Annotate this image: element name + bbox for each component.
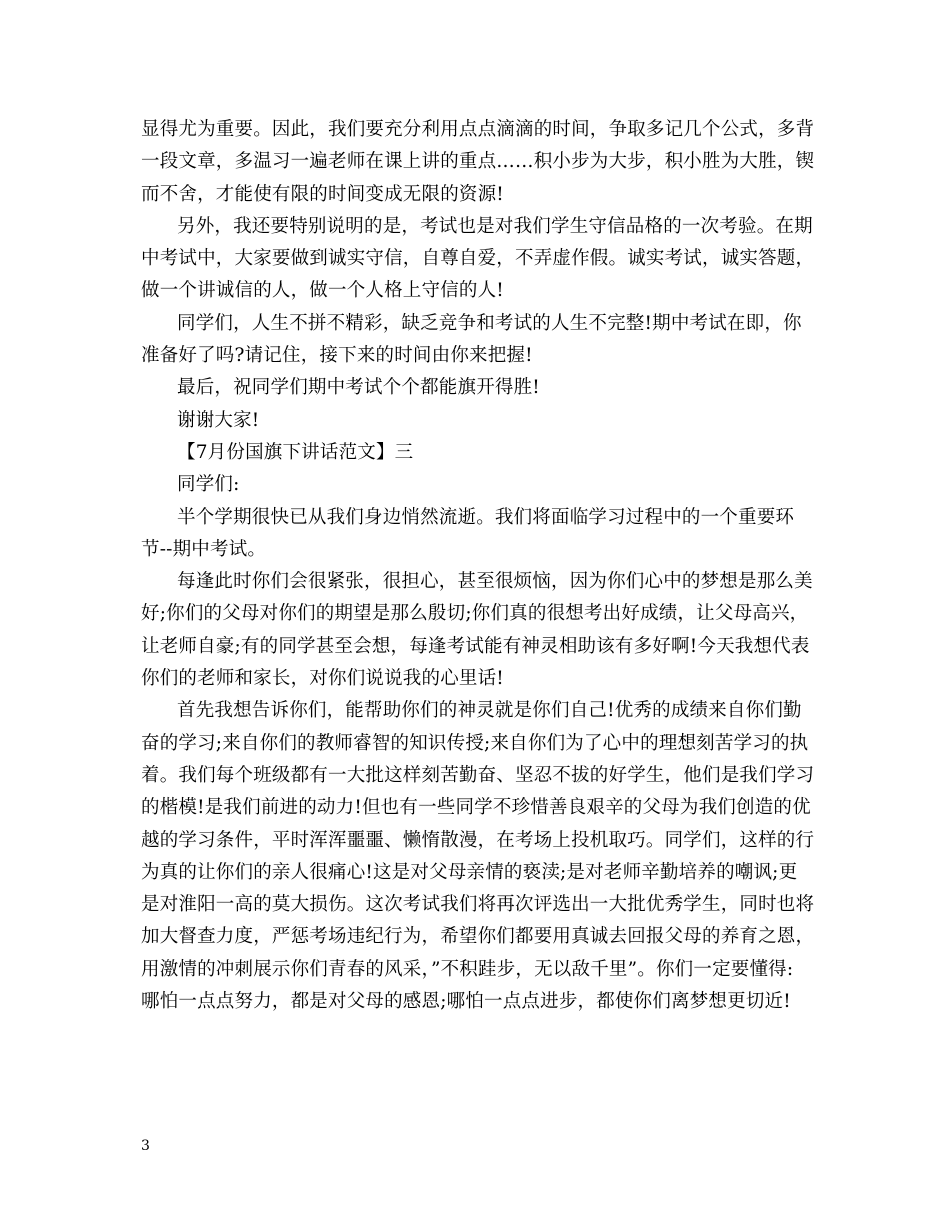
text-line: 节--期中考试。 (141, 538, 267, 560)
page-number: 3 (141, 1138, 150, 1154)
text-line: 用激情的冲刺展示你们青春的风采，”不积跬步，无以敌千里”。你们一定要懂得: (141, 958, 794, 980)
text-line: 一段文章，多温习一遍老师在课上讲的重点……积小步为大步，积小胜为大胜，锲 (141, 151, 815, 173)
text-line: 显得尤为重要。因此，我们要充分利用点点滴滴的时间，争取多记几个公式，多背 (141, 119, 815, 140)
text-line: 中考试中，大家要做到诚实守信，自尊自爱，不弄虚作假。诚实考试，诚实答题， (141, 248, 815, 270)
text-line: 【7月份国旗下讲话范文】三 (177, 441, 414, 463)
text-line: 半个学期很快已从我们身边悄然流逝。我们将面临学习过程中的一个重要环 (177, 506, 795, 528)
text-line: 哪怕一点点努力，都是对父母的感恩;哪怕一点点进步，都使你们离梦想更切近! (141, 991, 791, 1013)
text-line: 同学们，人生不拼不精彩，缺乏竞争和考试的人生不完整!期中考试在即，你 (177, 312, 802, 334)
text-line: 同学们: (177, 474, 240, 496)
text-line: 为真的让你们的亲人很痛心!这是对父母亲情的亵渎;是对老师辛勤培养的嘲讽;更 (141, 861, 798, 883)
text-line: 的楷模!是我们前进的动力!但也有一些同学不珍惜善良艰辛的父母为我们创造的优 (141, 797, 811, 819)
text-line: 加大督查力度，严惩考场违纪行为，希望你们都要用真诚去回报父母的养育之恩， (141, 926, 815, 948)
text-line: 着。我们每个班级都有一大批这样刻苦勤奋、坚忍不拔的好学生，他们是我们学习 (141, 764, 815, 786)
text-line: 首先我想告诉你们，能帮助你们的神灵就是你们自己!优秀的成绩来自你们勤 (177, 700, 802, 722)
text-line: 让老师自豪;有的同学甚至会想，每逢考试能有神灵相助该有多好啊!今天我想代表 (141, 635, 810, 657)
document-body (141, 114, 821, 1018)
text-line: 最后，祝同学们期中考试个个都能旗开得胜! (177, 377, 540, 399)
text-line: 准备好了吗?请记住，接下来的时间由你来把握! (141, 345, 533, 367)
text-line: 每逢此时你们会很紧张，很担心，甚至很烦恼，因为你们心中的梦想是那么美 (177, 571, 813, 593)
text-line: 是对淮阳一高的莫大损伤。这次考试我们将再次评选出一大批优秀学生，同时也将 (141, 894, 815, 916)
text-line: 你们的老师和家长，对你们说说我的心里话! (141, 668, 504, 690)
text-line: 做一个讲诚信的人，做一个人格上守信的人! (141, 280, 504, 302)
text-line: 而不舍，才能使有限的时间变成无限的资源! (141, 183, 504, 205)
text-line: 奋的学习;来自你们的教师睿智的知识传授;来自你们为了心中的理想刻苦学习的执 (141, 732, 809, 754)
text-line: 谢谢大家! (177, 409, 260, 431)
text-line: 越的学习条件，平时浑浑噩噩、懒惰散漫，在考场上投机取巧。同学们，这样的行 (141, 829, 815, 851)
text-line: 另外，我还要特别说明的是，考试也是对我们学生守信品格的一次考验。在期 (177, 215, 813, 237)
text-line: 好;你们的父母对你们的期望是那么殷切;你们真的很想考出好成绩，让父母高兴， (141, 603, 809, 625)
